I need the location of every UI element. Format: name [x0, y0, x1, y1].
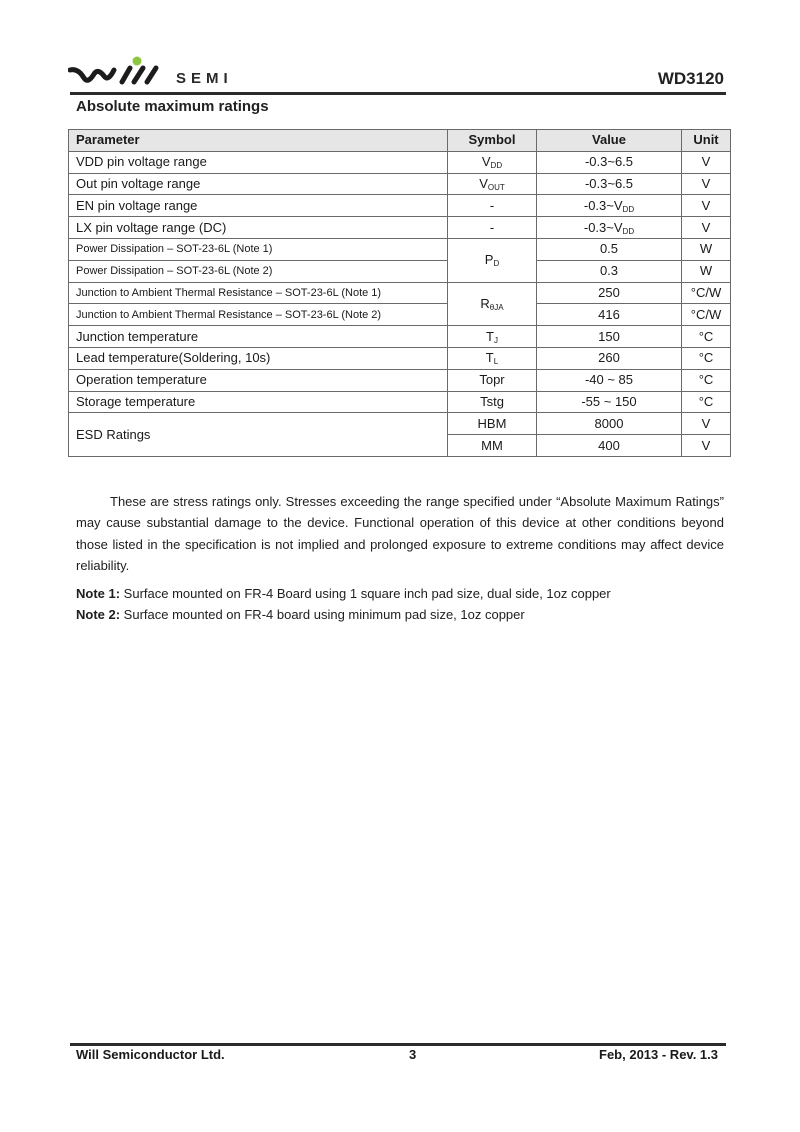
value-cell: -55 ~ 150 — [537, 391, 682, 413]
table-row — [69, 282, 731, 304]
parameter-cell: Lead temperature(Soldering, 10s) — [69, 347, 448, 369]
unit-cell: W — [682, 238, 731, 260]
value-cell: 416 — [537, 304, 682, 326]
value-cell: -40 ~ 85 — [537, 369, 682, 391]
header-rule — [70, 92, 726, 95]
symbol-cell: Topr — [448, 369, 537, 391]
unit-cell: V — [682, 173, 731, 195]
parameter-cell: VDD pin voltage range — [69, 151, 448, 173]
footer-page-number: 3 — [409, 1047, 417, 1062]
table-row — [69, 347, 731, 369]
value-cell: 260 — [537, 347, 682, 369]
column-header: Symbol — [448, 130, 537, 152]
note-1 — [76, 583, 611, 604]
footer-company: Will Semiconductor Ltd. — [76, 1047, 225, 1062]
column-header: Value — [537, 130, 682, 152]
ratings-table — [68, 129, 731, 457]
column-header: Parameter — [69, 130, 448, 152]
logo-dot-icon — [133, 57, 142, 66]
column-header: Unit — [682, 130, 731, 152]
table-row — [69, 151, 731, 173]
symbol-cell: $R_{\theta JA}$ — [448, 282, 537, 326]
unit-cell: °C — [682, 326, 731, 348]
value-cell: 0.3 — [537, 260, 682, 282]
value-cell: 8000 — [537, 413, 682, 435]
footer-rule — [70, 1043, 726, 1046]
value-cell: 250 — [537, 282, 682, 304]
symbol-cell: $T_L$ — [448, 347, 537, 369]
value-cell: 150 — [537, 326, 682, 348]
will-logo-icon — [68, 56, 173, 88]
unit-cell: V — [682, 413, 731, 435]
footer-revision: Feb, 2013 - Rev. 1.3 — [599, 1047, 718, 1062]
table-row — [69, 369, 731, 391]
unit-cell: V — [682, 195, 731, 217]
value-cell: 400 — [537, 435, 682, 457]
table-row — [69, 260, 731, 282]
symbol-cell: $T_J$ — [448, 326, 537, 348]
parameter-cell: Junction to Ambient Thermal Resistance – SOT-23-6L (Note 1) — [69, 282, 448, 304]
table-row — [69, 413, 731, 435]
unit-cell: V — [682, 435, 731, 457]
table-header-row — [69, 130, 731, 152]
symbol-cell: - — [448, 195, 537, 217]
parameter-cell: Junction temperature — [69, 326, 448, 348]
note-text: Surface mounted on FR-4 board using minimum pad size, 1oz copper — [120, 607, 525, 622]
unit-cell: V — [682, 151, 731, 173]
unit-cell: V — [682, 217, 731, 239]
table-row — [69, 217, 731, 239]
unit-cell: °C — [682, 369, 731, 391]
symbol-cell: Tstg — [448, 391, 537, 413]
notes — [76, 583, 611, 625]
note-2 — [76, 604, 611, 625]
symbol-cell: $P_D$ — [448, 238, 537, 282]
table-row — [69, 173, 731, 195]
unit-cell: °C — [682, 391, 731, 413]
table-row — [69, 391, 731, 413]
unit-cell: °C — [682, 347, 731, 369]
value-cell: 0.5 — [537, 238, 682, 260]
parameter-cell: EN pin voltage range — [69, 195, 448, 217]
value-cell: -0.3~6.5 — [537, 151, 682, 173]
symbol-cell: $V_{DD}$ — [448, 151, 537, 173]
note-label: Note 1: — [76, 586, 121, 601]
parameter-cell: ESD Ratings — [69, 413, 448, 457]
parameter-cell: Power Dissipation – SOT-23-6L (Note 2) — [69, 260, 448, 282]
logo-text: SEMI — [176, 70, 233, 87]
symbol-cell: $V_{OUT}$ — [448, 173, 537, 195]
table-row — [69, 238, 731, 260]
unit-cell: W — [682, 260, 731, 282]
table-row — [69, 326, 731, 348]
section-title: Absolute maximum ratings — [76, 98, 269, 115]
symbol-cell: - — [448, 217, 537, 239]
parameter-cell: Operation temperature — [69, 369, 448, 391]
parameter-cell: Storage temperature — [69, 391, 448, 413]
stress-ratings-paragraph: These are stress ratings only. Stresses exceeding the range specified under “Absolute Maximum Ratings” may cause substantial damage to the device. Functional operation of this device at other conditions beyond those listed in the specification is not implied and prolonged exposure to extreme conditions may affect device reliability. — [76, 494, 724, 573]
table-row — [69, 304, 731, 326]
unit-cell: °C/W — [682, 282, 731, 304]
value-cell: $-0.3\sim V_{DD}$ — [537, 217, 682, 239]
unit-cell: °C/W — [682, 304, 731, 326]
document-id: WD3120 — [657, 69, 724, 88]
table-row — [69, 195, 731, 217]
note-label: Note 2: — [76, 607, 121, 622]
company-logo — [68, 56, 258, 88]
parameter-cell: Out pin voltage range — [69, 173, 448, 195]
parameter-cell: Junction to Ambient Thermal Resistance – SOT-23-6L (Note 2) — [69, 304, 448, 326]
value-cell: $-0.3\sim V_{DD}$ — [537, 195, 682, 217]
symbol-cell: HBM — [448, 413, 537, 435]
note-text: Surface mounted on FR-4 Board using 1 square inch pad size, dual side, 1oz copper — [120, 586, 611, 601]
value-cell: -0.3~6.5 — [537, 173, 682, 195]
parameter-cell: Power Dissipation – SOT-23-6L (Note 1) — [69, 238, 448, 260]
symbol-cell: MM — [448, 435, 537, 457]
parameter-cell: LX pin voltage range (DC) — [69, 217, 448, 239]
